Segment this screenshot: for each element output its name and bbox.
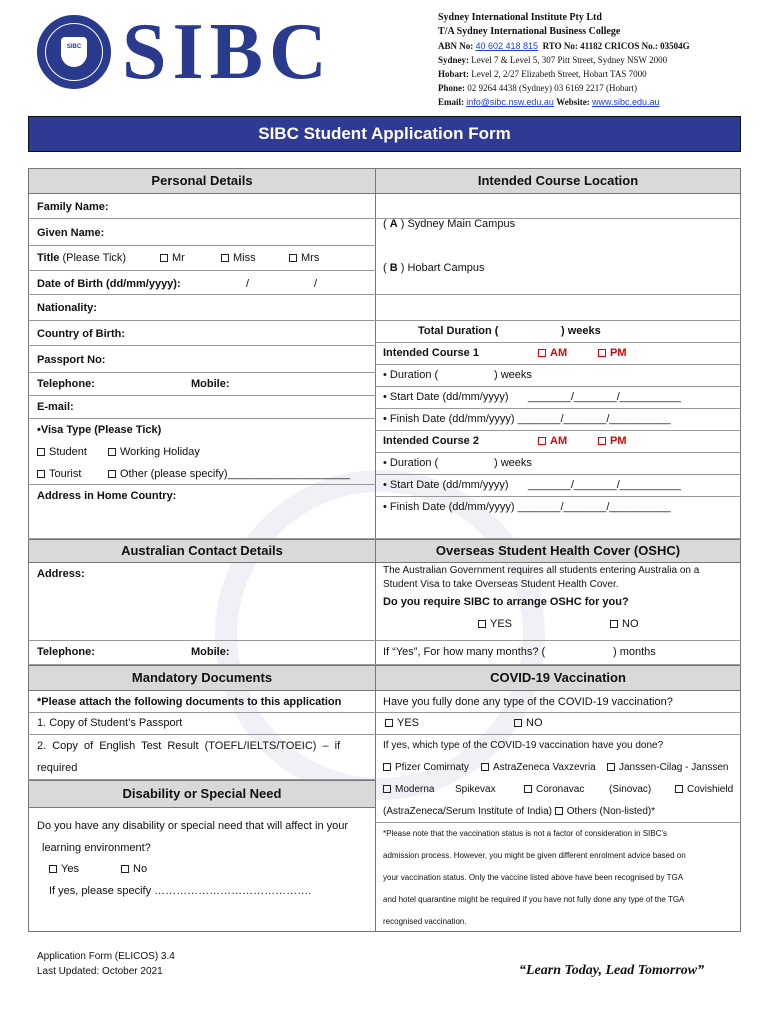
oshc-no-checkbox[interactable] xyxy=(610,620,618,628)
disability-yes-checkbox[interactable] xyxy=(49,865,57,873)
row-line xyxy=(28,245,376,246)
row-line xyxy=(375,342,741,343)
course2-weeks: ) weeks xyxy=(494,457,532,469)
disability-question-1: Do you have any disability or special need that will affect in your xyxy=(37,820,349,832)
doc-passport: 1. Copy of Student’s Passport xyxy=(37,717,183,729)
visa-type-label: •Visa Type (Please Tick) xyxy=(37,424,162,436)
vaccine-pfizer[interactable]: Pfizer Comirnaty xyxy=(383,762,469,773)
janssen-checkbox[interactable] xyxy=(607,763,615,771)
visa-other-option[interactable]: Other (please specify)____________________ xyxy=(108,468,350,480)
disability-no-option[interactable]: No xyxy=(121,863,147,875)
course-location-header: Intended Course Location xyxy=(375,168,741,194)
abn-line: ABN No: 40 602 418 815 RTO No: 41182 CRICOS No.: 03504G xyxy=(438,41,690,51)
moderna-checkbox[interactable] xyxy=(383,785,391,793)
passport-label: Passport No: xyxy=(37,354,106,366)
course2-start-blank[interactable]: _______/_______/__________ xyxy=(528,479,681,491)
course2-pm-checkbox[interactable] xyxy=(598,437,606,445)
course1-duration: • Duration ( xyxy=(383,369,439,381)
visa-student-option[interactable]: Student xyxy=(37,446,87,458)
total-duration-weeks: ) weeks xyxy=(561,325,601,337)
row-line xyxy=(28,418,376,419)
covid-yes-checkbox[interactable] xyxy=(385,719,393,727)
org-name: Sydney International Institute Pty Ltd xyxy=(438,12,602,23)
oshc-no-option[interactable]: NO xyxy=(610,618,639,630)
country-label: Country of Birth: xyxy=(37,328,125,340)
row-line xyxy=(28,270,376,271)
course1-finish-date[interactable]: • Finish Date (dd/mm/yyyy) _______/_______/__________ xyxy=(383,413,671,425)
covid-header: COVID-19 Vaccination xyxy=(375,665,741,691)
home-address-label: Address in Home Country: xyxy=(37,490,177,502)
logo-text: SIBC xyxy=(122,8,333,96)
footer-updated: Last Updated: October 2021 xyxy=(37,966,163,977)
contact-telephone-label: Telephone: xyxy=(37,646,95,658)
course2-finish-date[interactable]: • Finish Date (dd/mm/yyyy) _______/_______/__________ xyxy=(383,501,671,513)
oshc-months-close: ) months xyxy=(613,646,656,658)
row-line xyxy=(375,364,741,365)
hobart-line: Hobart: Level 2, 2/27 Elizabeth Street, Hobart TAS 7000 xyxy=(438,69,647,79)
covid-note-3: your vaccination status. Only the vaccine listed above have been recognised by TGA xyxy=(383,873,684,882)
form-title-bar xyxy=(28,116,741,152)
covid-note-1: *Please note that the vaccination status is not a factor of consideration in SIBC’s xyxy=(383,829,668,838)
abn-link[interactable]: 40 602 418 815 xyxy=(475,41,539,51)
disability-yes-option[interactable]: Yes xyxy=(49,863,79,875)
covid-no-checkbox[interactable] xyxy=(514,719,522,727)
course1-start-date: • Start Date (dd/mm/yyyy) xyxy=(383,391,509,403)
form-title: SIBC Student Application Form xyxy=(258,124,511,143)
other-checkbox[interactable] xyxy=(108,470,116,478)
vaccine-coronavac[interactable]: Coronavac xyxy=(524,784,584,795)
student-checkbox[interactable] xyxy=(37,448,45,456)
org-info xyxy=(438,11,690,109)
row-line xyxy=(375,496,741,497)
others-checkbox[interactable] xyxy=(555,807,563,815)
vaccine-spikevax: Spikevax xyxy=(455,784,496,795)
contact-address-label: Address: xyxy=(37,568,85,580)
contact-mobile-label: Mobile: xyxy=(191,646,230,658)
title-miss-option[interactable]: Miss xyxy=(221,252,256,264)
mr-checkbox[interactable] xyxy=(160,254,168,262)
course1-start-blank[interactable]: _______/_______/__________ xyxy=(528,391,681,403)
oshc-yes-checkbox[interactable] xyxy=(478,620,486,628)
mobile-label: Mobile: xyxy=(191,378,230,390)
course1-pm-checkbox[interactable] xyxy=(598,349,606,357)
row-line xyxy=(375,474,741,475)
row-line xyxy=(28,320,741,321)
footer-slogan: “Learn Today, Lead Tomorrow” xyxy=(519,963,705,978)
covishield-checkbox[interactable] xyxy=(675,785,683,793)
working-holiday-checkbox[interactable] xyxy=(108,448,116,456)
course2-duration: • Duration ( xyxy=(383,457,439,469)
telephone-label: Telephone: xyxy=(37,378,95,390)
hobart-campus-option[interactable]: ( B ) Hobart Campus xyxy=(383,262,485,274)
nationality-label: Nationality: xyxy=(37,302,97,314)
dob-slash-1: / xyxy=(246,278,250,290)
course2-am-checkbox[interactable] xyxy=(538,437,546,445)
covid-no-option[interactable]: NO xyxy=(514,717,543,729)
disability-no-checkbox[interactable] xyxy=(121,865,129,873)
course1-pm-option[interactable]: PM xyxy=(598,347,627,359)
row-line xyxy=(375,822,741,823)
vaccine-moderna[interactable]: Moderna xyxy=(383,784,434,795)
dob-slash-2: / xyxy=(314,278,318,290)
vaccine-janssen[interactable]: Janssen-Cilag - Janssen xyxy=(607,762,729,773)
row-line xyxy=(28,345,376,346)
email-label: E-mail: xyxy=(37,401,74,413)
oshc-text-2: Student Visa to take Overseas Student Health Cover. xyxy=(383,579,619,590)
oshc-header: Overseas Student Health Cover (OSHC) xyxy=(375,539,741,563)
covid-yes-option[interactable]: YES xyxy=(385,717,419,729)
doc-english-test: 2. Copy of English Test Result (TOEFL/IELTS/TOEIC) – if xyxy=(37,740,341,752)
row-line xyxy=(28,294,741,295)
oshc-months-question: If “Yes”, For how many months? ( xyxy=(383,646,546,658)
sydney-line: Sydney: Level 7 & Level 5, 307 Pitt Street, Sydney NSW 2000 xyxy=(438,55,668,65)
coronavac-checkbox[interactable] xyxy=(524,785,532,793)
title-label: Title (Please Tick) xyxy=(37,252,127,264)
family-name-label: Family Name: xyxy=(37,201,109,213)
row-line xyxy=(375,430,741,431)
oshc-yes-option[interactable]: YES xyxy=(478,618,512,630)
covid-note-2: admission process. However, you might be given different enrolment advice based on xyxy=(383,851,686,860)
visa-working-option[interactable]: Working Holiday xyxy=(108,446,200,458)
covid-question-1: Have you fully done any type of the COVID-19 vaccination? xyxy=(383,696,673,708)
contact-details-header: Australian Contact Details xyxy=(28,539,376,563)
website-link[interactable]: www.sibc.edu.au xyxy=(591,97,660,107)
tourist-checkbox[interactable] xyxy=(37,470,45,478)
vaccine-covishield[interactable]: Covishield xyxy=(675,784,733,795)
attach-instruction: *Please attach the following documents to this application xyxy=(37,696,342,708)
row-line xyxy=(375,452,741,453)
row-line xyxy=(28,734,741,735)
sydney-campus-option[interactable]: ( A ) Sydney Main Campus xyxy=(383,218,516,230)
email-link[interactable]: info@sibc.nsw.edu.au xyxy=(466,97,554,107)
footer-form-version: Application Form (ELICOS) 3.4 xyxy=(37,951,175,962)
title-mrs-option[interactable]: Mrs xyxy=(289,252,319,264)
oshc-question: Do you require SIBC to arrange OSHC for you? xyxy=(383,596,629,608)
row-line xyxy=(28,395,376,396)
covid-note-4: and hotel quarantine might be required if you have not fully done any type of the TGA xyxy=(383,895,685,904)
row-line xyxy=(28,484,376,485)
given-name-label: Given Name: xyxy=(37,227,105,239)
course2-label: Intended Course 2 xyxy=(383,435,479,447)
course1-weeks: ) weeks xyxy=(494,369,532,381)
trading-as: T/A Sydney International Business College xyxy=(438,26,621,37)
course1-am-option[interactable]: AM xyxy=(538,347,567,359)
pfizer-checkbox[interactable] xyxy=(383,763,391,771)
total-duration-label: Total Duration ( xyxy=(418,325,499,337)
course2-pm-option[interactable]: PM xyxy=(598,435,627,447)
disability-question-2: learning environment? xyxy=(42,842,151,854)
course2-start-date: • Start Date (dd/mm/yyyy) xyxy=(383,479,509,491)
course2-am-option[interactable]: AM xyxy=(538,435,567,447)
email-line: Email: info@sibc.nsw.edu.au Website: www.sibc.edu.au xyxy=(438,97,660,107)
vaccine-astra[interactable]: AstraZeneca Vaxzevria xyxy=(481,762,596,773)
title-mr-option[interactable]: Mr xyxy=(160,252,185,264)
astrazeneca-checkbox[interactable] xyxy=(481,763,489,771)
dob-label: Date of Birth (dd/mm/yyyy): xyxy=(37,278,181,290)
logo-seal: SIBC xyxy=(37,15,111,89)
row-line xyxy=(375,408,741,409)
visa-tourist-option[interactable]: Tourist xyxy=(37,468,81,480)
covid-note-5: recognised vaccination. xyxy=(383,917,467,926)
course1-label: Intended Course 1 xyxy=(383,347,479,359)
miss-checkbox[interactable] xyxy=(221,254,229,262)
mandatory-docs-header: Mandatory Documents xyxy=(28,665,376,691)
oshc-text-1: The Australian Government requires all students entering Australia on a xyxy=(383,565,700,576)
disability-header: Disability or Special Need xyxy=(28,780,376,808)
covid-question-2: If yes, which type of the COVID-19 vaccination have you done? xyxy=(383,740,664,751)
row-line xyxy=(375,386,741,387)
course1-am-checkbox[interactable] xyxy=(538,349,546,357)
phone-line: Phone: 02 9264 4438 (Sydney) 03 6169 2217 (Hobart) xyxy=(438,83,637,93)
mrs-checkbox[interactable] xyxy=(289,254,297,262)
row-line xyxy=(28,712,741,713)
disability-specify[interactable]: If yes, please specify ……………………………………. xyxy=(49,885,312,897)
row-line xyxy=(28,640,741,641)
vaccine-sinovac: (Sinovac) xyxy=(609,784,652,795)
doc-english-required: required xyxy=(37,762,78,774)
vaccine-serum-others: (AstraZeneca/Serum Institute of India) Others (Non-listed)* xyxy=(383,806,656,817)
row-line xyxy=(28,372,376,373)
personal-details-header: Personal Details xyxy=(28,168,376,194)
